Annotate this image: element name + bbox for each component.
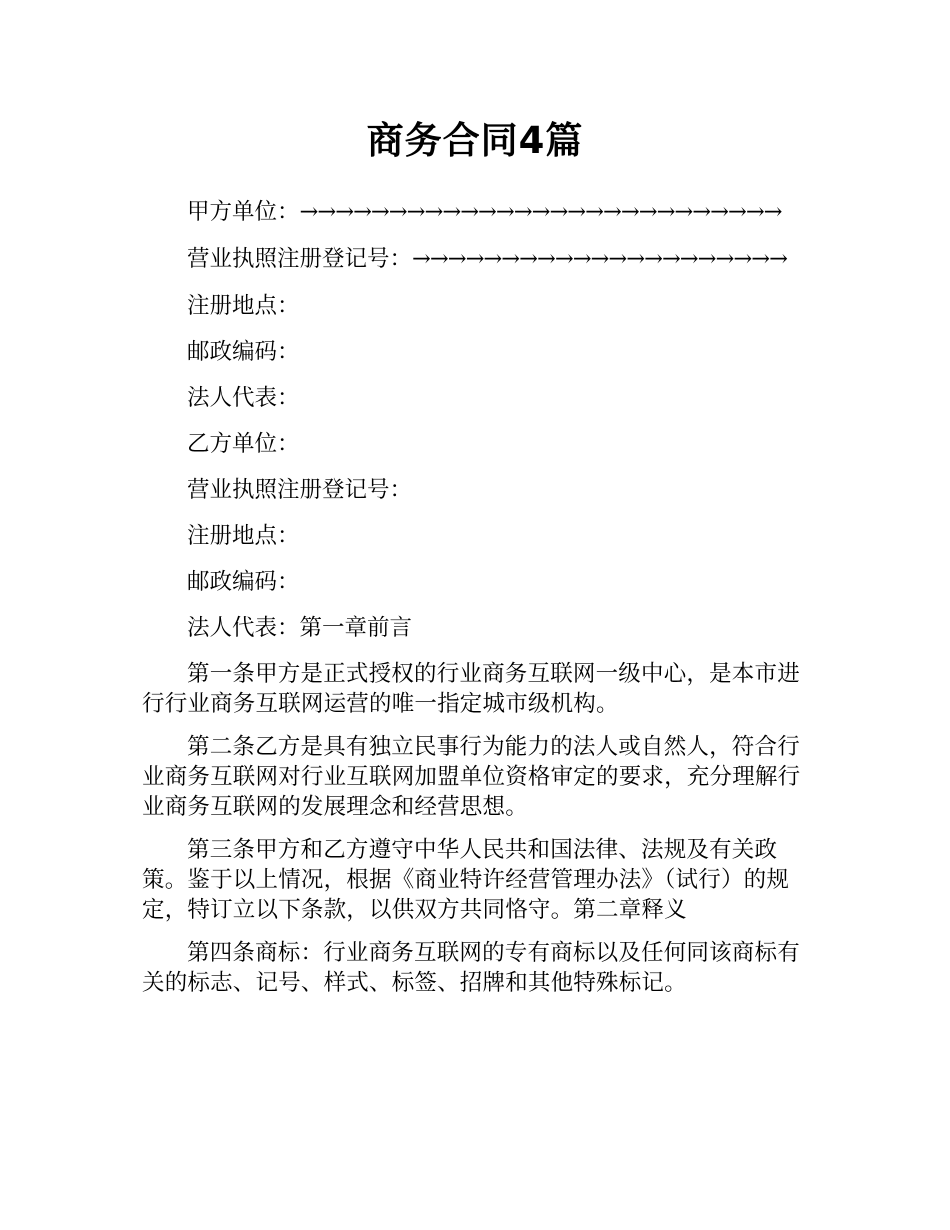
field-label: 法人代表： — [187, 615, 300, 641]
field-party-a-registration-number — [142, 244, 812, 274]
field-party-a-unit — [142, 197, 812, 227]
article-paragraph-1: 第一条甲方是正式授权的行业商务互联网一级中心，是本市进行行业商务互联网运营的唯一指定城市级机构。 — [142, 661, 800, 717]
field-label: 营业执照注册登记号： — [187, 477, 413, 503]
field-party-b-postal-code — [142, 567, 812, 597]
field-party-b-unit — [142, 429, 812, 459]
field-label: 法人代表： — [187, 385, 300, 411]
document-content — [142, 197, 812, 1011]
field-label: 营业执照注册登记号： — [187, 246, 413, 272]
field-value-arrow-line: →→→→→→→→→→→→→→→→→→→→→→→→→→→ — [299, 199, 782, 225]
field-party-a-postal-code — [142, 337, 812, 367]
document-title: 商务合同4篇 — [366, 119, 584, 162]
field-party-a-registered-address — [142, 291, 812, 321]
field-party-a-legal-representative — [142, 383, 812, 413]
field-label: 邮政编码： — [187, 339, 300, 365]
chapter-heading-inline: 第一章前言 — [299, 615, 413, 641]
article-paragraph-3: 第三条甲方和乙方遵守中华人民共和国法律、法规及有关政策。鉴于以上情况，根据《商业特许经营管理办法》（试行）的规定，特订立以下条款，以供双方共同恪守。第二章释义 — [142, 837, 790, 923]
field-label: 邮政编码： — [187, 569, 300, 595]
field-party-b-registered-address — [142, 521, 812, 551]
field-value-arrow-line: →→→→→→→→→→→→→→→→→→→→→ — [412, 246, 787, 272]
field-label: 注册地点： — [187, 523, 300, 549]
field-label: 注册地点： — [187, 293, 300, 319]
field-party-b-registration-number — [142, 475, 812, 505]
article-paragraph-4: 第四条商标：行业商务互联网的专有商标以及任何同该商标有关的标志、记号、样式、标签、招牌和其他特殊标记。 — [142, 940, 800, 996]
article-paragraph-2: 第二条乙方是具有独立民事行为能力的法人或自然人，符合行业商务互联网对行业互联网加盟单位资格审定的要求，充分理解行业商务互联网的发展理念和经营思想。 — [142, 734, 801, 820]
field-party-b-legal-representative — [142, 613, 812, 643]
field-label: 甲方单位： — [187, 199, 300, 225]
field-label: 乙方单位： — [187, 431, 300, 457]
